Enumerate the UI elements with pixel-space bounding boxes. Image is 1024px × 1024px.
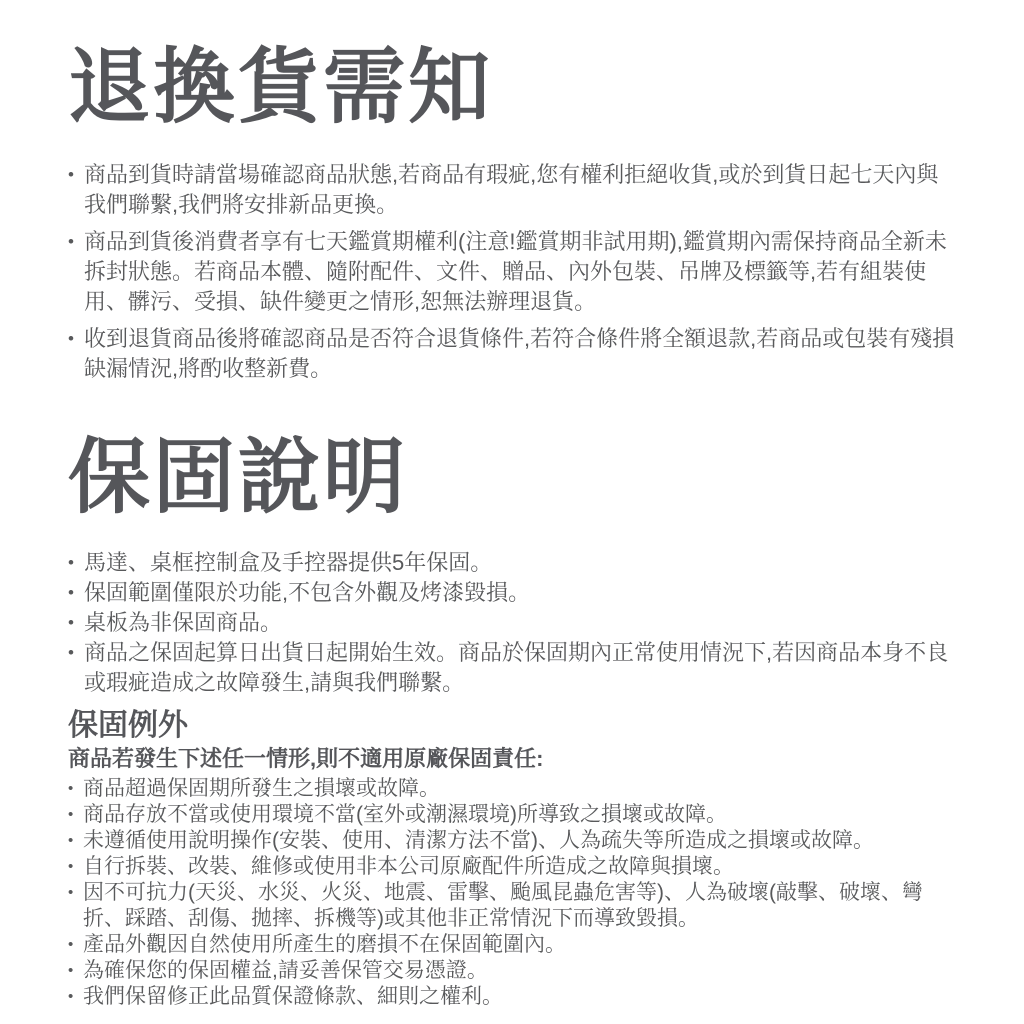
list-item: • 保固範圍僅限於功能,不包含外觀及烤漆毀損。: [68, 578, 956, 608]
list-item: • 為確保您的保固權益,請妥善保管交易憑證。: [68, 958, 956, 984]
list-item: • 未遵循使用說明操作(安裝、使用、清潔方法不當)、人為疏失等所造成之損壞或故障。: [68, 828, 956, 854]
list-item: • 馬達、桌框控制盒及手控器提供5年保固。: [68, 548, 956, 578]
list-item: • 桌板為非保固商品。: [68, 608, 956, 638]
warranty-terms-list: [68, 548, 956, 698]
warranty-exceptions-list: [68, 776, 956, 1010]
list-item: • 產品外觀因自然使用所產生的磨損不在保固範圍內。: [68, 932, 956, 958]
warranty-section-title: 保固說明: [68, 432, 409, 523]
list-item: • 商品之保固起算日出貨日起開始生效。商品於保固期內正常使用情況下,若因商品本身不良或瑕疵造成之故障發生,請與我們聯繫。: [68, 638, 956, 698]
list-item: • 因不可抗力(天災、水災、火災、地震、雷擊、颱風昆蟲危害等)、人為破壞(敲擊、破壞、彎折、踩踏、刮傷、拋摔、拆機等)或其他非正常情況下而導致毀損。: [68, 880, 956, 932]
list-item: • 商品到貨時請當場確認商品狀態,若商品有瑕疵,您有權利拒絕收貨,或於到貨日起七天內與我們聯繫,我們將安排新品更換。: [68, 160, 956, 220]
list-item: • 商品超過保固期所發生之損壞或故障。: [68, 776, 956, 802]
returns-policy-list: [68, 160, 956, 384]
list-item: • 自行拆裝、改裝、維修或使用非本公司原廠配件所造成之故障與損壞。: [68, 854, 956, 880]
list-item: • 我們保留修正此品質保證條款、細則之權利。: [68, 984, 956, 1010]
list-item: • 商品存放不當或使用環境不當(室外或潮濕環境)所導致之損壞或故障。: [68, 802, 956, 828]
warranty-exceptions-lead: 商品若發生下述任一情形,則不適用原廠保固責任:: [68, 746, 544, 771]
warranty-exceptions-title: 保固例外: [68, 709, 188, 742]
returns-section-title: 退換貨需知: [68, 42, 494, 133]
list-item: • 收到退貨商品後將確認商品是否符合退貨條件,若符合條件將全額退款,若商品或包裝有殘損缺漏情況,將酌收整新費。: [68, 324, 956, 384]
list-item: • 商品到貨後消費者享有七天鑑賞期權利(注意!鑑賞期非試用期),鑑賞期內需保持商品全新未拆封狀態。若商品本體、隨附配件、文件、贈品、內外包裝、吊牌及標籤等,若有組裝使用、髒污、受損、缺件變更之情形,恕無法辦理退貨。: [68, 227, 956, 317]
